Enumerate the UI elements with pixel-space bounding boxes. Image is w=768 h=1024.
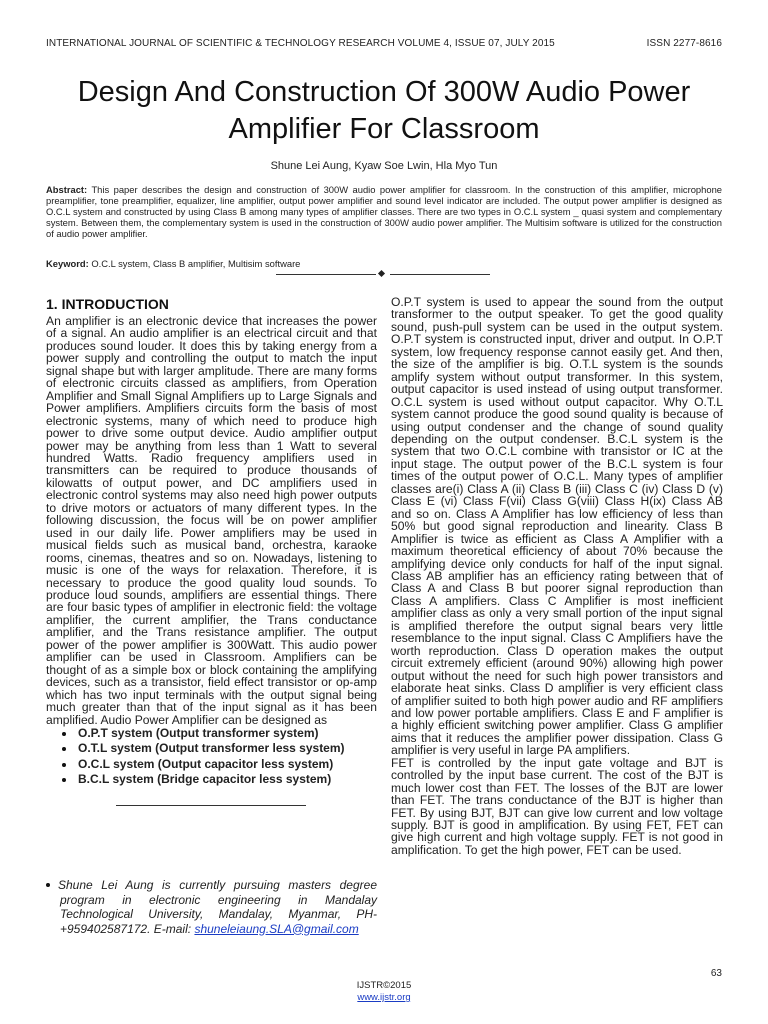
separator-line-left [276,274,376,275]
paper-title: Design And Construction Of 300W Audio Power Amplifier For Classroom [77,76,691,145]
keywords-label: Keyword: [46,258,89,269]
abstract-text: This paper describes the design and construction of 300W audio power amplifier for classroom. In the construction of this amplifier, microphone preamplifier, tone preamplifier, equalizer, line amplifier, output power amplifier and sound level indicator are included. The output power amplifier is designed as O.C.L system and constructed by using Class B among many types of amplifier classes. There are two types in O.C.L system _ quasi system and complementary system. Between them, the complementary system is used in the construction of 300W audio power amplifier. The Multisim software is utilized for the construction of audio power amplifier. [46,184,723,240]
list-item-text: B.C.L system (Bridge capacitor less system) [78,772,332,787]
author-footnote [46,878,377,936]
journal-website-link[interactable]: www.ijstr.org [357,992,411,1003]
fet-bjt-paragraph: FET is controlled by the input gate voltage and BJT is controlled by the input base current. The cost of the BJT is much lower cost than FET. The losses of the BJT are lower than FET. The trans conductance of the BJT is higher than FET. By using BJT, BJT can give low current and low voltage supply. BJT is good in amplification. By using FET, FET can give high current and high voltage supply. FET is not good in amplification. To get the high power, FET can be used. [391,755,723,857]
page-number: 63 [710,968,722,979]
right-column [391,296,723,856]
bullet-icon [62,747,66,751]
left-column [46,296,377,806]
journal-name: INTERNATIONAL JOURNAL OF SCIENTIFIC & TECHNOLOGY RESEARCH VOLUME 4, ISSUE 07, JULY 2015 [46,38,555,49]
author-list: Shune Lei Aung, Kyaw Soe Lwin, Hla Myo Tun [270,160,498,172]
list-item [64,772,377,788]
list-item-text: O.T.L system (Output transformer less system) [78,741,345,756]
bullet-icon [62,763,66,767]
footnote-rule [116,805,306,806]
list-item [64,757,377,773]
list-item [64,726,377,742]
footnote-body [46,878,377,936]
page-footer [0,980,768,1004]
bullet-icon [62,732,66,736]
bullet-icon [62,778,66,782]
introduction-paragraph: An amplifier is an electronic device that increases the power of a signal. An audio amplifier is an electrical circuit and that produces sound louder. It does this by taking energy from a power supply and controlling the output to match the input signal shape but with larger amplitude. There are many forms of electronic circuits classed as amplifiers, from Operation Amplifier and Small Signal Amplifiers up to Large Signals and Power amplifiers. Amplifiers circuits form the basis of most electronic systems, many of which need to produce high power to drive some output device. Audio amplifier output power may be anything from less than 1 Watt to several hundred Watts. Radio frequency amplifiers used in transmitters can be required to produce thousands of kilowatts of output power, and DC amplifiers used in electronic control systems may also need high power outputs to drive motors or actuators of many different types. In the following discussion, the focus will be on power amplifier used in our daily life. Power amplifiers may be used in musical fields such as musical band, orchestra, karaoke rooms, cinemas, theatres and so on. Nowadays, listening to music is one of the ways for relaxation. Therefore, it is necessary to produce the good quality loud sounds. To produce loud sounds, amplifiers are essential things. There are four basic types of amplifier in electronic field: the voltage amplifier, the current amplifier, the Trans conductance amplifier, and the Trans resistance amplifier. The output power of the power amplifier is 300Watt. This audio power amplifier can be used in Classroom. Amplifiers can be thought of as a simple box or block containing the amplifying devices, such as a transistor, field effect transistor or op-amp which has two input terminals with the output signal being much greater than that of the input signal as it has been amplified. Audio Power Amplifier can be designed as [46,314,377,727]
amplifier-systems-paragraph: O.P.T system is used to appear the sound from the output transformer to the output speaker. To get the good quality sound, push-pull system can be used in the output system. O.P.T system is constructed input, driver and output. In O.P.T system, low frequency response cannot easily get. And then, the size of the amplifier is big. O.T.L system is the sounds amplify system without output transformer. In this system, output capacitor is used instead of using output transformer. O.C.L system is used without output capacitor. Why O.T.L system cannot produce the good sound quality is because of using output condenser and the change of sound quality depending on the output condenser. B.C.L system is the system that two O.C.L combine with transistor or IC at the input stage. The output power of the B.C.L system is four times of the output power of O.C.L. Many types of amplifier classes are(i) Class A (ii) Class B (iii) Class C (iv) Class D (v) Class E (vi) Class F(vii) Class G(viii) Class H(ix) Class AB and so on. Class A Amplifier has low efficiency of less than 50% but good signal reproduction and linearity. Class B Amplifier is twice as efficient as Class A Amplifier with a maximum theoretical efficiency of about 70% because the amplifying device only conducts for half of the input signal. Class AB amplifier has an efficiency rating between that of Class A and Class B but poorer signal reproduction than Class A amplifiers. Class C Amplifier is most inefficient amplifier class as only a very small portion of the input signal is amplified therefore the output signal bears very little resemblance to the input signal. Class C Amplifiers have the worth reproduction. Class D operation makes the output circuit extremely efficient (around 90%) allowing high power output without the need for such high power transistors and elaborate heat sinks. Class D amplifier is very efficient class of amplifier suited to both high power audio and RF amplifiers and low power portable amplifiers. Class E and F amplifier is a highly efficient switching power amplifier. Class G amplifier aims that it reduces the amplifier power dissipation. Class G amplifier is very useful in large PA amplifiers. [391,295,723,758]
abstract [46,184,722,239]
bullet-icon [46,883,50,887]
abstract-label: Abstract: [46,184,88,195]
keywords-text: O.C.L system, Class B amplifier, Multisim software [91,258,301,269]
introduction-heading: 1. INTRODUCTION [46,296,169,312]
list-item [64,741,377,757]
author-email-link[interactable]: shuneleiaung.SLA@gmail.com [194,921,359,936]
separator-line-right [390,274,490,275]
list-item-text: O.C.L system (Output capacitor less system) [78,756,334,771]
amplifier-system-list [46,726,377,788]
running-head [46,38,722,49]
section-separator [276,270,490,280]
footer-copyright: IJSTR©2015 [356,980,412,991]
keywords [46,258,722,269]
footnote-text: Shune Lei Aung is currently pursuing masters degree program in electronic engineering in Mandalay Technological University, Mandalay, Myanmar, PH-+959402587172. E-mail: [58,878,377,936]
issn: ISSN 2277-8616 [646,38,722,49]
diamond-ornament-icon [378,270,385,277]
list-item-text: O.P.T system (Output transformer system) [78,725,319,740]
